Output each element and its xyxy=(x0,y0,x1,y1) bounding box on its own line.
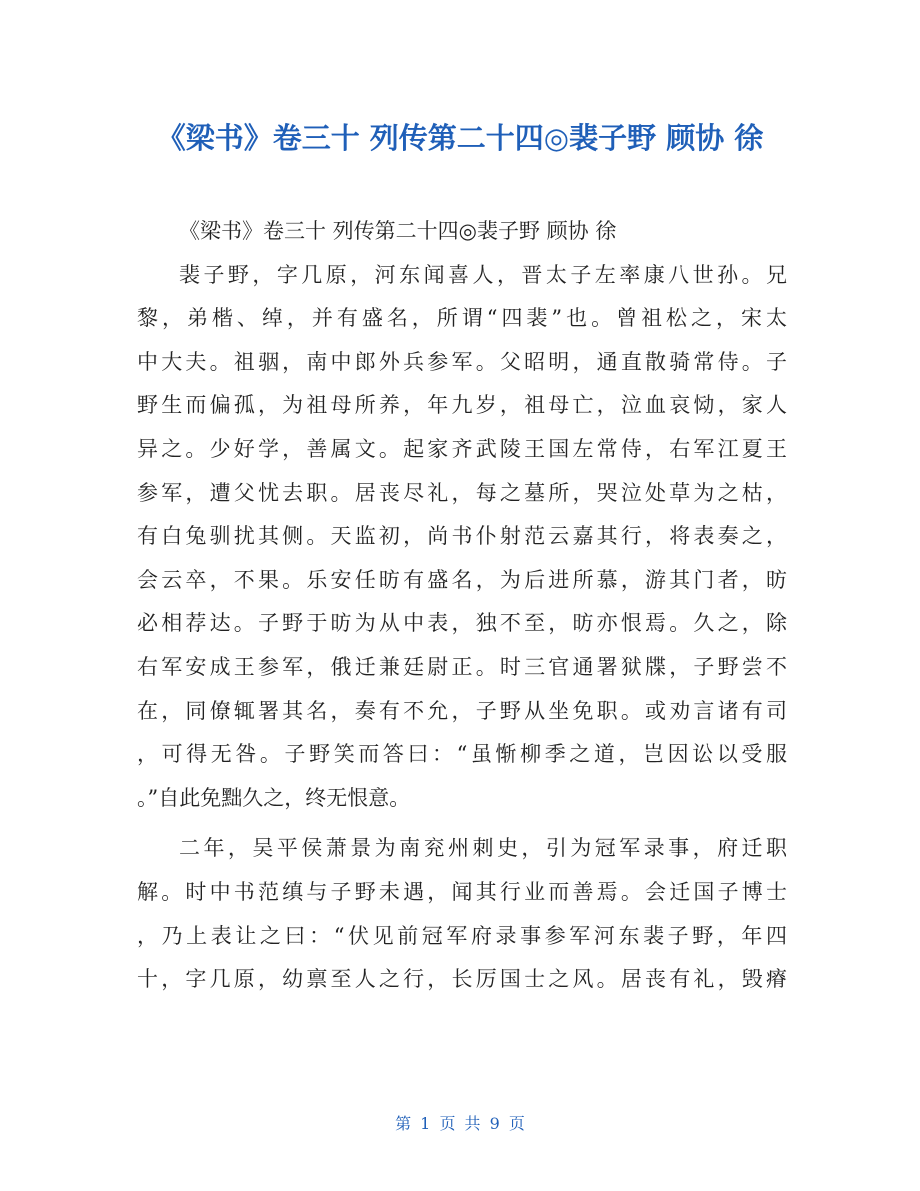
text-line: 裴子野，字几原，河东闻喜人，晋太子左率康八世孙。兄 xyxy=(179,262,787,287)
text-line: 会云卒，不果。乐安任昉有盛名，为后进所慕，游其门者，昉 xyxy=(137,567,787,592)
subtitle-line: 《梁书》卷三十 列传第二十四◎裴子野 顾协 徐 xyxy=(179,219,617,243)
paragraph-2 xyxy=(137,827,787,1001)
page-footer: 第 1 页 共 9 页 xyxy=(395,1114,525,1133)
paragraph-1 xyxy=(137,254,787,821)
text-line: 二年，吴平侯萧景为南兖州刺史，引为冠军录事，府迁职 xyxy=(179,836,787,861)
text-line: 野生而偏孤，为祖母所养，年九岁，祖母亡，泣血哀恸，家人 xyxy=(137,393,787,418)
text-line: 异之。少好学，善属文。起家齐武陵王国左常侍，右军江夏王 xyxy=(137,436,787,461)
text-line: 必相荐达。子野于昉为从中表，独不至，昉亦恨焉。久之，除 xyxy=(137,611,787,636)
text-line: 中大夫。祖骃，南中郎外兵参军。父昭明，通直散骑常侍。子 xyxy=(137,349,787,374)
text-line: 十，字几原，幼禀至人之行，长厉国士之风。居丧有礼，毁瘠 xyxy=(137,967,787,992)
text-line: ，乃上表让之曰：“伏见前冠军府录事参军河东裴子野，年四 xyxy=(137,923,787,948)
text-line: 右军安成王参军，俄迁兼廷尉正。时三官通署狱牒，子野尝不 xyxy=(137,654,787,679)
paragraph-gap xyxy=(137,820,787,827)
page-title: 《梁书》卷三十 列传第二十四◎裴子野 顾协 徐 xyxy=(156,121,764,155)
text-line: 。”自此免黜久之，终无恨意。 xyxy=(137,785,411,810)
text-line: 解。时中书范缜与子野未遇，闻其行业而善焉。会迁国子博士 xyxy=(137,879,787,904)
text-line: 在，同僚辄署其名，奏有不允，子野从坐免职。或劝言诸有司 xyxy=(137,698,787,723)
text-line: ，可得无咎。子野笑而答曰：“虽惭柳季之道，岂因讼以受服 xyxy=(137,742,787,767)
text-line: 参军，遭父忧去职。居丧尽礼，每之墓所，哭泣处草为之枯， xyxy=(137,480,787,505)
document-body xyxy=(137,210,787,1002)
text-line: 有白兔驯扰其侧。天监初，尚书仆射范云嘉其行，将表奏之， xyxy=(137,524,787,549)
text-line: 黎，弟楷、绰，并有盛名，所谓“四裴”也。曾祖松之，宋太 xyxy=(137,306,787,331)
